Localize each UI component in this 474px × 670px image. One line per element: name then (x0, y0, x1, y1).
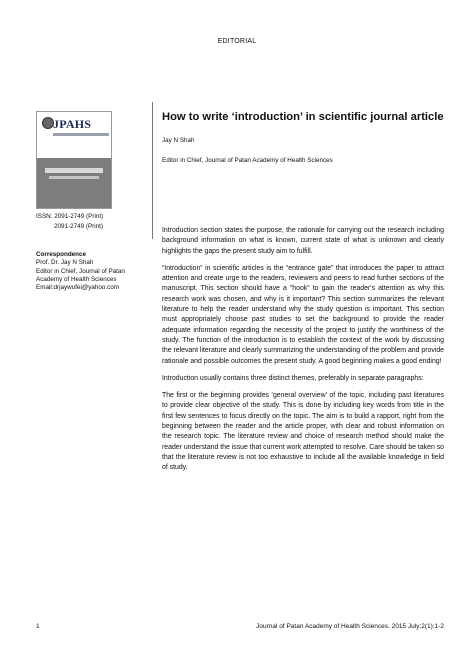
cover-subtitle-bar (53, 133, 109, 136)
correspondence-email[interactable]: Email:drjaywufei@yahoo.com (36, 284, 120, 292)
cover-bottom-panel (37, 158, 111, 209)
journal-citation: Journal of Patan Academy of Health Sciences. 2015 July;2(1):1-2 (256, 623, 444, 630)
body-paragraph: The first or the beginning provides ‘general overview’ of the topic, including past literatures to provide clear objective of the study. This is done by including key words from title in the first few sentences to focus directly on the topic. The aim is to build a rapport, right from the beginning between the reader and the article proper, with clear and robust information on the research topic. The literature review and choice of research method should make the reader understand the issue that current work attempted to resolve. Care should be taken so that the literature review is not too exhaustive to include all the available knowledge in field of study. (162, 392, 444, 472)
article-author: Jay N Shah (162, 137, 195, 144)
correspondence-line: Prof. Dr. Jay N Shah (36, 259, 94, 267)
correspondence-line: Academy of Health Sciences (36, 275, 117, 283)
cover-logo-text: JPAHS (53, 117, 92, 131)
journal-cover-image (36, 111, 112, 209)
issn-block (36, 212, 103, 231)
column-divider (152, 102, 153, 239)
correspondence-block (36, 251, 148, 292)
body-paragraph: Introduction section states the purpose, the rationale for carrying out the research including background information on what is known, current state of what is unknown and clearly highlights the gaps the present study aim to fulfill. (162, 227, 444, 255)
cover-top-panel (37, 112, 111, 158)
section-header: EDITORIAL (217, 38, 257, 45)
cover-band-secondary (49, 176, 99, 179)
body-paragraph: Introduction usually contains three distinct themes, preferably in separate paragraphs: (162, 374, 424, 382)
article-title: How to write ‘introduction’ in scientific journal article (162, 111, 444, 123)
issn-online: ISSN: 2091-2749 (Print) (36, 213, 104, 220)
cover-band (45, 168, 103, 173)
issn-print: 2091-2749 (Print) (54, 222, 104, 230)
article-body (162, 226, 444, 481)
page-number: 1 (36, 623, 40, 630)
body-paragraph: “Introduction” in scientific articles is the “entrance gate” that introduces the paper to attract attention and create urge to the readers, reviewers and peers to read further sections of the manuscript. This section should have a "hook" to gain the reader's attention as why this research work was chosen, and why is it important? This section summarizes the relevant literature to help the reader understand why the study question is important. This section must appropriately choose past studies to set the background to provide the reader adequate information regarding the necessity of the project to justify the worthiness of the study. The function of the introduction is to establish the context of the work by discussing the relevant literature and clearly summarizing the understanding of the problem and provide rationale and possible outcomes the present study. A good beginning makes a good ending! (162, 264, 444, 365)
correspondence-line: Editor in Chief, Journal of Patan (36, 267, 125, 275)
correspondence-heading: Correspondence (36, 251, 87, 258)
author-affiliation: Editor in Chief, Journal of Patan Academy of Health Sciences (162, 157, 333, 164)
